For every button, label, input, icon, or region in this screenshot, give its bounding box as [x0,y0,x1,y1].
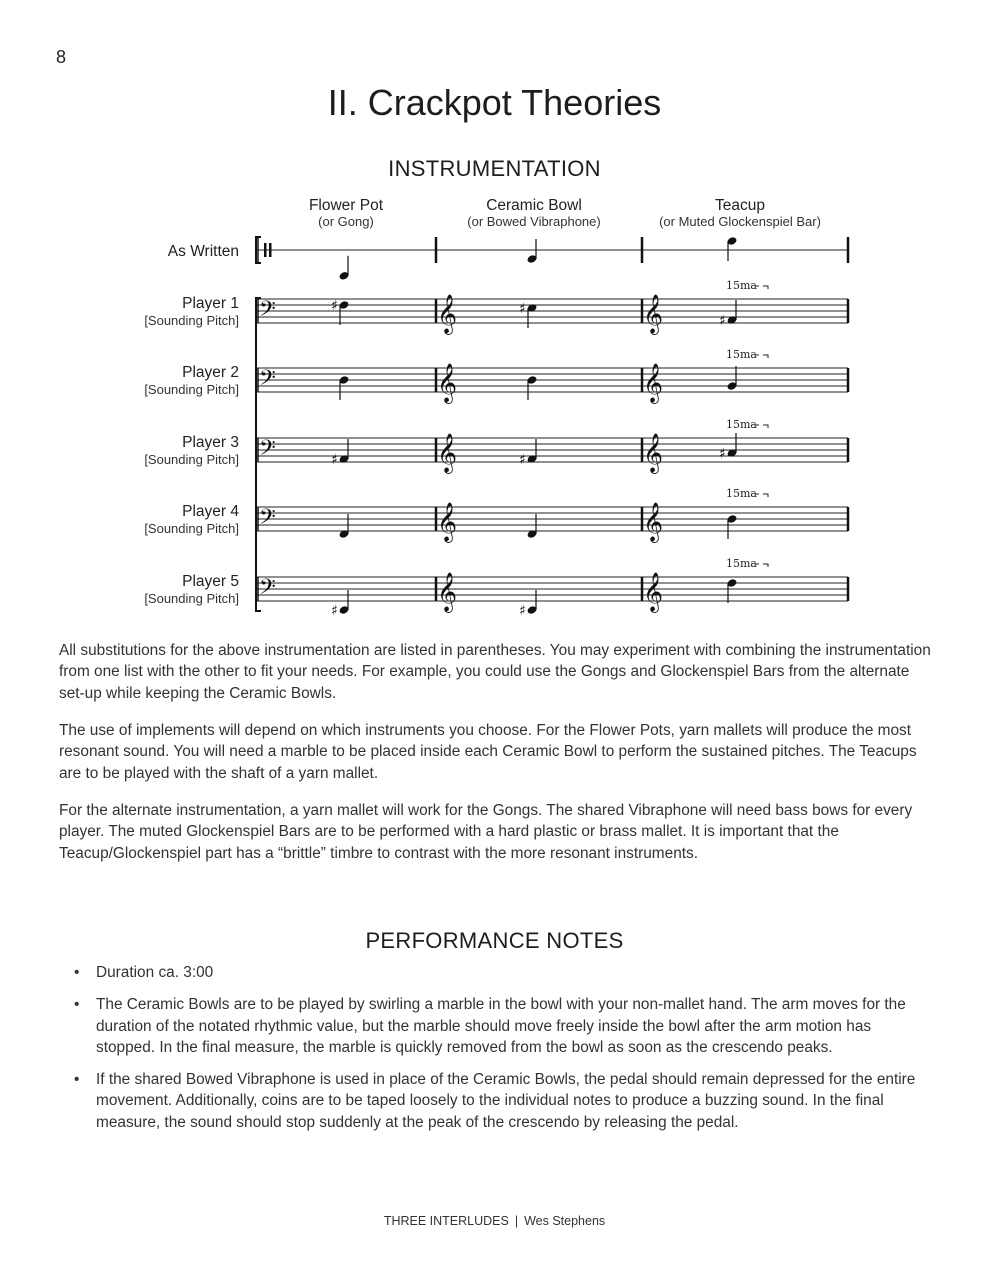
row-sublabel: [Sounding Pitch] [144,521,239,536]
ottava-mark: 15ma [726,487,757,500]
performance-notes-heading: PERFORMANCE NOTES [365,928,624,953]
ottava-bracket [756,425,768,428]
row-label: Player 1 [182,295,239,312]
treble-clef-icon: 𝄞 [437,294,458,334]
note-text: Duration ca. 3:00 [96,964,214,981]
row-label: Player 4 [182,503,239,520]
bullet-icon: • [74,1071,80,1089]
row-sublabel: [Sounding Pitch] [144,452,239,467]
footer-author: Wes Stephens [524,1214,606,1228]
implements-paragraph: The use of implements will depend on which instruments you choose. For the Flower Pots, yarn mallets will produce the most resonant sound. You will need a marble to be placed inside each Ceramic Bowl to perform the sustained pitches. The Teacups are to be played with the shaft of a yarn mallet. [59,722,917,782]
bass-clef-icon: 𝄢 [259,436,276,466]
treble-clef-icon: 𝄞 [643,502,664,542]
performance-notes-list [74,962,924,1144]
ottava-bracket [756,564,768,567]
page-footer [0,1214,989,1228]
sharp-icon: ♯ [519,452,526,468]
sharp-icon: ♯ [331,452,338,468]
row-label: Player 2 [182,364,239,381]
ottava-bracket [756,286,768,289]
column-header-alt: (or Bowed Vibraphone) [467,214,601,229]
instrumentation-heading: INSTRUMENTATION [388,156,601,181]
ottava-bracket [756,355,768,358]
instrumentation-score [0,190,989,630]
row-sublabel: [Sounding Pitch] [144,591,239,606]
footer-title: THREE INTERLUDES [383,1214,509,1228]
ottava-mark: 15ma [726,279,757,292]
row-label: As Written [167,243,239,260]
bullet-icon: • [74,964,80,981]
bass-clef-icon: 𝄢 [259,297,276,327]
page-number: 8 [56,47,67,67]
sharp-icon: ♯ [719,313,726,329]
ottava-mark: 15ma [726,557,757,570]
row-label: Player 5 [182,573,239,590]
alternate-instrumentation-paragraph: For the alternate instrumentation, a yarn mallet will work for the Gongs. The shared Vibraphone will need bass bows for every player. The muted Glockenspiel Bars are to be performed with a hard plastic or brass mallet. It is important that the Teacup/Glockenspiel part has a “brittle” timbre to contrast with the more resonant instruments. [59,802,913,862]
percussion-clef-icon [264,243,267,257]
column-header-name: Flower Pot [308,197,384,214]
percussion-clef-icon [269,243,272,257]
column-header-alt: (or Muted Glockenspiel Bar) [659,214,821,229]
ottava-mark: 15ma [726,348,757,361]
list-item [74,1069,924,1133]
row-label: Player 3 [182,434,239,451]
treble-clef-icon: 𝄞 [643,572,664,612]
instrumentation-paragraph-1: All substitutions for the above instrumentation are listed in parentheses. You may experiment with combining the instrumentation from one list with the other to fit your needs. For example, you could use the Gongs and Glockenspiel Bars from the alternate set-up while keeping the Ceramic Bowls. [59,642,931,702]
column-header-name: Ceramic Bowl [486,197,582,214]
list-item [74,994,924,1058]
bass-clef-icon: 𝄢 [259,575,276,605]
bass-clef-icon: 𝄢 [259,366,276,396]
bass-clef-icon: 𝄢 [259,505,276,535]
ottava-bracket [756,494,768,497]
row-sublabel: [Sounding Pitch] [144,382,239,397]
sharp-icon: ♯ [331,603,338,619]
treble-clef-icon: 𝄞 [437,502,458,542]
sharp-icon: ♯ [719,446,726,462]
page-title: II. Crackpot Theories [327,82,662,123]
treble-clef-icon: 𝄞 [437,572,458,612]
bullet-icon: • [74,996,80,1014]
sharp-icon: ♯ [519,603,526,619]
footer-separator: | [514,1214,519,1228]
ottava-mark: 15ma [726,418,757,431]
treble-clef-icon: 𝄞 [643,294,664,334]
column-header-name: Teacup [715,197,765,214]
treble-clef-icon: 𝄞 [643,363,664,403]
column-header-alt: (or Gong) [318,214,374,229]
row-sublabel: [Sounding Pitch] [144,313,239,328]
sharp-icon: ♯ [331,298,338,314]
note-text: If the shared Bowed Vibraphone is used in place of the Ceramic Bowls, the pedal should remain depressed for the entire movement. Additionally, coins are to be taped loosely to the individual notes to produce a buzzing sound. In the final measure, the sound should stop suddenly at the peak of the crescendo by releasing the pedal. [96,1071,916,1131]
treble-clef-icon: 𝄞 [437,433,458,473]
list-item [74,962,924,983]
treble-clef-icon: 𝄞 [437,363,458,403]
sharp-icon: ♯ [519,301,526,317]
note-text: The Ceramic Bowls are to be played by swirling a marble in the bowl with your non-mallet hand. The arm moves for the duration of the notated rhythmic value, but the marble should move freely inside the bowl after the arm motion has stopped. In the final measure, the marble is quickly removed from the bowl as soon as the crescendo peaks. [96,996,906,1056]
treble-clef-icon: 𝄞 [643,433,664,473]
